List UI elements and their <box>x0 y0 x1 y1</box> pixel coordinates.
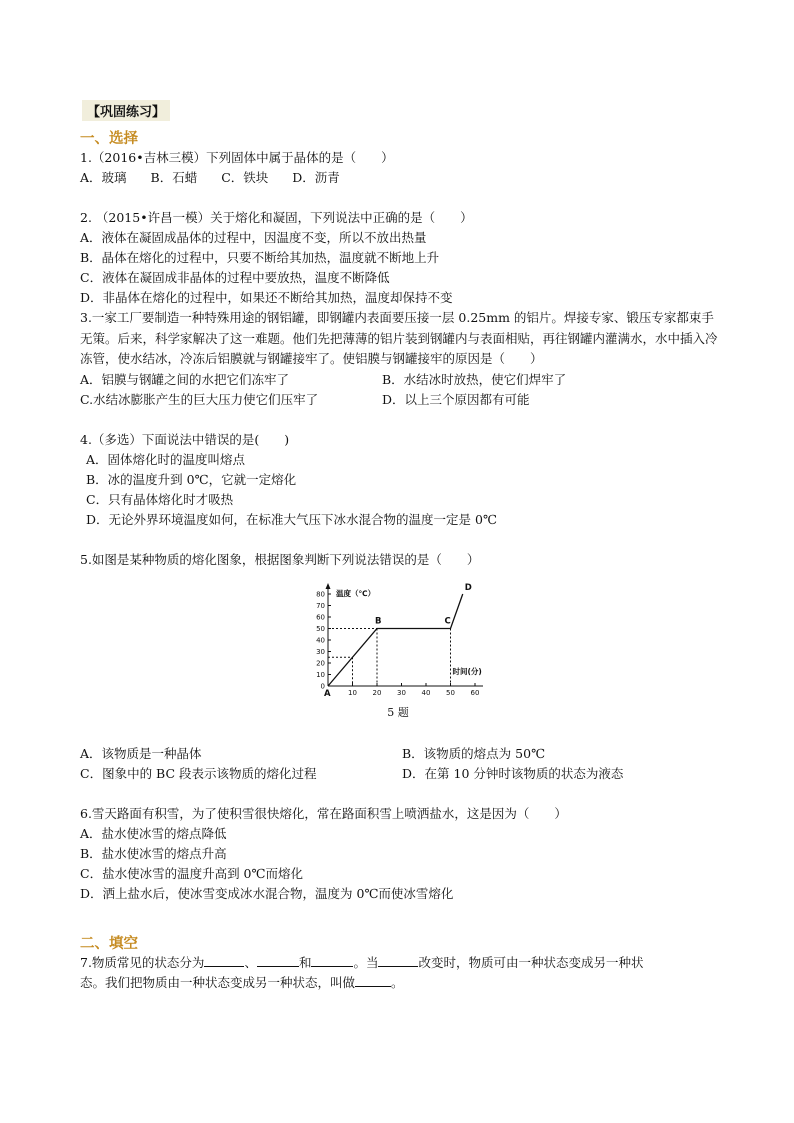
q3-option-c[interactable]: C.水结冰膨胀产生的巨大压力使它们压牢了 <box>80 391 319 407</box>
q1-option-b[interactable]: B．石蜡 <box>150 170 198 185</box>
q7-text-1: 7.物质常见的状态分为 <box>80 954 205 970</box>
q2-option-b[interactable]: B．晶体在熔化的过程中，只要不断给其加热，温度就不断地上升 <box>80 250 440 265</box>
q7-text-4: 。当 <box>353 954 379 970</box>
q5-option-c[interactable]: C．图象中的 BC 段表示该物质的熔化过程 <box>80 765 317 781</box>
q4-option-b[interactable]: B．冰的温度升到 0℃，它就一定熔化 <box>86 471 297 487</box>
q3-options-row1 <box>80 370 720 390</box>
section-title-choice: 一、选择 <box>80 131 138 147</box>
q6-option-d[interactable]: D．洒上盐水后，使冰雪变成冰水混合物，温度为 0℃而使冰雪熔化 <box>80 885 454 901</box>
q7-text-3: 和 <box>298 954 312 970</box>
figure-caption: 5 题 <box>387 705 409 719</box>
q3-option-b[interactable]: B．水结冰时放热，使它们焊牢了 <box>382 371 567 387</box>
q2-stem: 2. （2015•许昌一模）关于熔化和凝固，下列说法中正确的是（ ） <box>80 210 473 225</box>
y-tick-label: 60 <box>316 613 325 621</box>
y-tick-label: 50 <box>316 624 325 633</box>
q1-option-d[interactable]: D．沥青 <box>292 170 340 185</box>
x-axis-label: 时间(分) <box>452 666 482 676</box>
q3-stem: 3.一家工厂要制造一种特殊用途的钢铝罐，即钢罐内表面要压接一层 0.25mm 的铝片。焊接专家、锻压专家都束手无策。后来，科学家解决了这一难题。他们先把薄薄的铝片装到钢罐内与表面相贴，再往钢罐内灌满水，水中插入冷冻管，使水结冰，冷冻后铝膜就与钢罐接牢了。使铝膜与钢罐接牢的原因是（ ） <box>80 310 718 366</box>
q1-stem: 1.（2016•吉林三模）下列固体中属于晶体的是（ ） <box>80 150 394 165</box>
y-tick-label: 0 <box>320 682 325 690</box>
q6-option-b[interactable]: B．盐水使冰雪的熔点升高 <box>80 845 227 861</box>
q6-stem: 6.雪天路面有积雪，为了使积雪很快熔化，常在路面积雪上喷洒盐水，这是因为（ ） <box>80 805 567 821</box>
melting-curve <box>328 594 463 686</box>
q1-option-c[interactable]: C．铁块 <box>221 170 269 185</box>
y-tick-label: 40 <box>316 636 325 644</box>
y-tick-label: 80 <box>316 590 325 598</box>
q1-option-a[interactable]: A．玻璃 <box>80 170 127 185</box>
q6-option-a[interactable]: A．盐水使冰雪的熔点降低 <box>80 825 227 841</box>
q7-text-7: 。 <box>391 974 404 990</box>
q4-option-d[interactable]: D．无论外界环境温度如何，在标准大气压下冰水混合物的温度一定是 0℃ <box>86 511 497 527</box>
q7-line2 <box>80 973 720 993</box>
x-tick-label: 10 <box>348 688 357 697</box>
q5-options-row2 <box>80 764 720 784</box>
section-banner: 【巩固练习】 <box>82 100 170 121</box>
q5-option-d[interactable]: D．在第 10 分钟时该物质的状态为液态 <box>402 765 624 781</box>
y-tick-label: 20 <box>316 659 325 667</box>
point-label-c: C <box>444 616 451 626</box>
point-label-d: D <box>464 582 472 593</box>
q4-option-c[interactable]: C．只有晶体熔化时才吸热 <box>86 491 234 507</box>
q7-blank-4[interactable] <box>378 954 418 967</box>
q1-options <box>80 168 720 188</box>
y-tick-label: 30 <box>316 647 325 656</box>
q3-option-d[interactable]: D．以上三个原因都有可能 <box>382 391 530 407</box>
melting-graph <box>308 576 483 701</box>
melting-graph-figure <box>308 576 483 720</box>
q7-blank-5[interactable] <box>355 974 391 987</box>
q7-text-5: 改变时，物质可由一种状态变成另一种状 <box>418 954 644 970</box>
q5-option-b[interactable]: B．该物质的熔点为 50℃ <box>402 745 546 761</box>
q5-options-row1 <box>80 744 720 764</box>
q3-option-a[interactable]: A．铝膜与钢罐之间的水把它们冻牢了 <box>80 371 290 387</box>
x-tick-label: 40 <box>421 688 431 697</box>
section-title-fill: 二、填空 <box>80 935 138 952</box>
q5-option-a[interactable]: A．该物质是一种晶体 <box>80 745 202 761</box>
x-tick-label: 50 <box>446 688 455 697</box>
q2-option-c[interactable]: C．液体在凝固成非晶体的过程中要放热，温度不断降低 <box>80 270 390 285</box>
y-axis-label: 温度（℃） <box>336 588 376 598</box>
y-tick-label: 70 <box>316 601 325 610</box>
x-tick-label: 60 <box>470 688 480 697</box>
q7-blank-2[interactable] <box>257 954 299 967</box>
q7-text-6: 态。我们把物质由一种状态变成另一种状态，叫做 <box>80 974 356 990</box>
q7-blank-1[interactable] <box>204 954 244 967</box>
q2-option-a[interactable]: A．液体在凝固成晶体的过程中，因温度不变，所以不放出热量 <box>80 230 427 245</box>
q5-stem: 5.如图是某种物质的熔化图象，根据图象判断下列说法错误的是（ ） <box>80 551 480 567</box>
q7-text-2: 、 <box>244 954 257 970</box>
q6-option-c[interactable]: C．盐水使冰雪的温度升高到 0℃而熔化 <box>80 865 303 881</box>
point-label-b: B <box>375 616 382 626</box>
worksheet-page <box>80 100 720 993</box>
x-tick-label: 30 <box>397 688 406 697</box>
q4-stem: 4.（多选）下面说法中错误的是( ) <box>80 431 290 447</box>
y-tick-label: 10 <box>316 670 325 679</box>
x-tick-label: 20 <box>372 688 382 697</box>
y-axis-arrow <box>326 583 331 589</box>
q7-line1 <box>80 953 720 973</box>
q2-option-d[interactable]: D．非晶体在熔化的过程中，如果还不断给其加热，温度却保持不变 <box>80 290 453 305</box>
q7-blank-3[interactable] <box>311 954 353 967</box>
q3-options-row2 <box>80 390 720 410</box>
point-label-a: A <box>324 688 331 699</box>
q4-option-a[interactable]: A．固体熔化时的温度叫熔点 <box>86 451 246 467</box>
